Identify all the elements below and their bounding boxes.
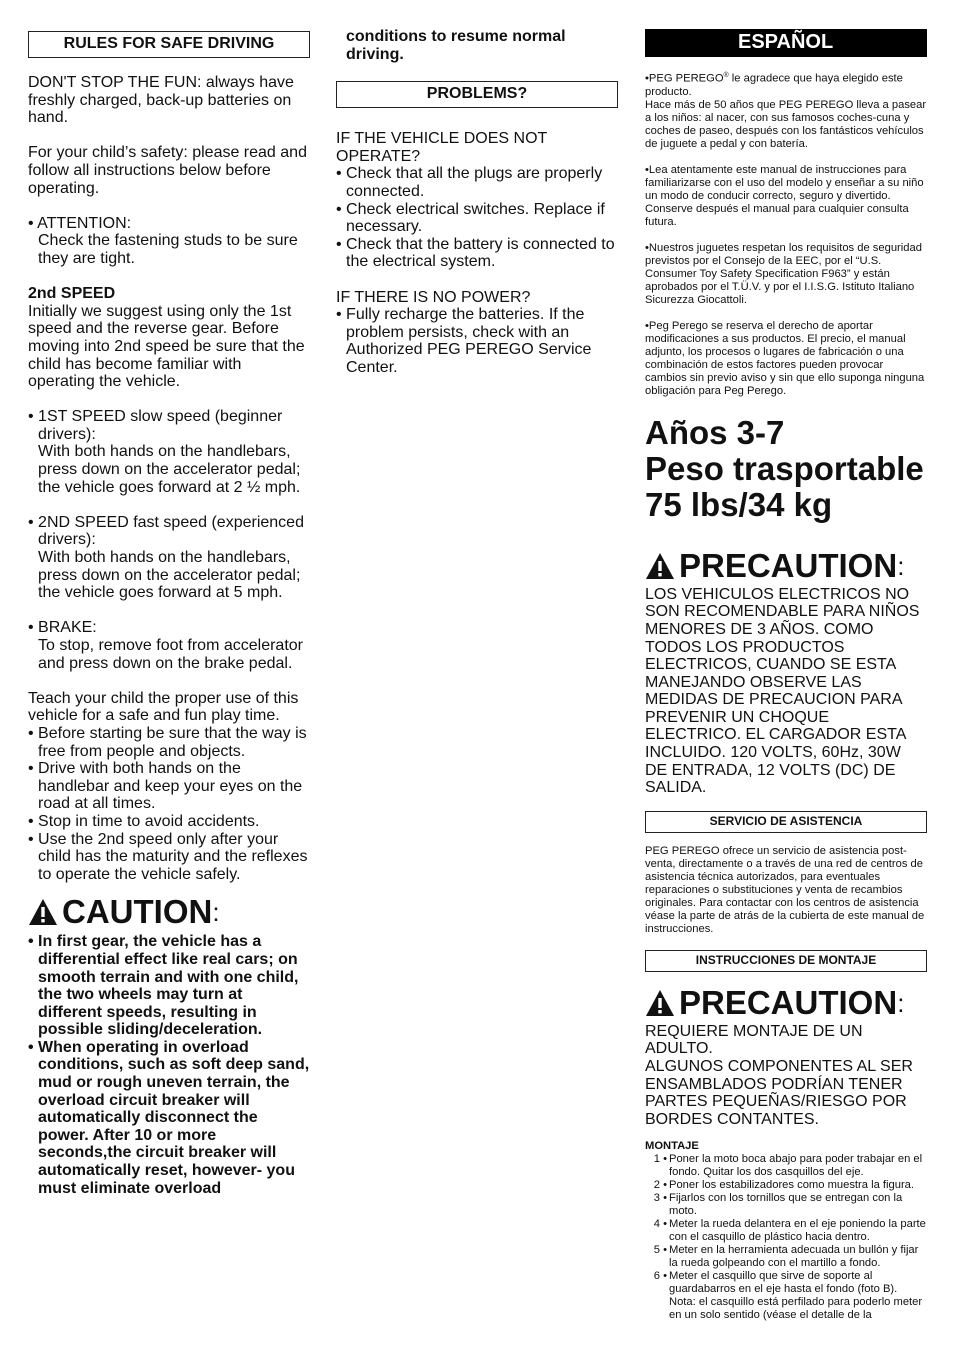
intro-rights: •Peg Perego se reserva el derecho de aportar modificaciones a sus productos. El precio, el manual adjunto, los procesos o lugares de fabricación o una combinación de estos factores pueden provocar cambios sin previo aviso y sin que ello suponga ninguna obligación para Peg Perego. (645, 319, 925, 397)
list-item (645, 1153, 927, 1179)
brand-text: •PEG PEREGO (645, 72, 724, 85)
not-operate-heading: IF THE VEHICLE DOES NOT OPERATE? (336, 130, 548, 165)
step-text: Fijarlos con los tornillos que se entregan con la moto. (669, 1192, 903, 1218)
second-speed-detail: With both hands on the handlebars, press down on the accelerator pedal; the vehicle goes forward at 5 mph. (38, 549, 301, 602)
step-number: 4 • (653, 1218, 667, 1231)
attention-label: • ATTENTION: (28, 214, 132, 232)
weight-label: Peso trasportable (645, 449, 924, 487)
precaution-heading-1 (645, 546, 927, 584)
second-speed-text: Initially we suggest using only the 1st speed and the reverse gear. Before moving into 2nd speed be sure that the child has become familiar with operating the vehicle. (28, 302, 305, 391)
warning-triangle-icon (645, 989, 675, 1017)
precaution-colon: : (897, 987, 905, 1018)
caution-heading (28, 895, 310, 929)
intro-read-manual: •Lea atentamente este manual de instrucciones para familiarizarse con el uso del modelo y enseñar a su niño un modo de conducir correcto, seguro y divertido. Conserve después el manual para cualquier consulta futura. (645, 163, 924, 228)
intro-safety-standards: •Nuestros juguetes respetan los requisitos de seguridad previstos por el Consejo de la EEC, por el “U.S. Consumer Toy Safety Specification F963” y están aprobados por el T.Ü.V. y por el I.I.S.G. Istituto Italiano Sicurezza Giocattoli. (645, 241, 922, 306)
spanish-intro (645, 69, 927, 398)
montaje-label: MONTAJE (645, 1140, 699, 1153)
column-spanish (645, 0, 927, 1322)
column-english-rules (28, 0, 310, 1197)
list-item: • Check that the battery is connected to the electrical system. (336, 235, 615, 271)
list-item (645, 1244, 927, 1270)
list-item: • Use the 2nd speed only after your child has the maturity and the reflexes to operate the vehicle safely. (28, 830, 308, 883)
list-item: • Drive with both hands on the handlebar and keep your eyes on the road at all times. (28, 760, 303, 813)
brake-text: To stop, remove foot from accelerator and press down on the brake pedal. (38, 637, 303, 672)
servicio-heading: SERVICIO DE ASISTENCIA (645, 811, 927, 833)
step-text: Poner la moto boca abajo para poder trabajar en el fondo. Quitar los dos casquillos del eje. (669, 1153, 923, 1179)
list-item (645, 1218, 927, 1244)
list-item: • Before starting be sure that the way is free from people and objects. (28, 724, 307, 760)
list-item: • Stop in time to avoid accidents. (28, 812, 260, 830)
age-weight-block (645, 415, 927, 523)
caution-title: CAUTION (62, 893, 213, 931)
servicio-text: PEG PEREGO ofrece un servicio de asistencia post-venta, directamente o a través de una red de centros de asistencia técnica autorizados, para eventuales reparaciones o substituciones y venta de recambios originales. Para contactar con los centros de asistencia véase la parte de atrás de la cubierta de este manual de instrucciones. (645, 844, 925, 935)
list-item (645, 1270, 927, 1322)
attention-text: Check the fastening studs to be sure they are tight. (38, 232, 298, 267)
registered-mark: ® (723, 72, 729, 79)
precaution-1-text: LOS VEHICULOS ELECTRICOS NO SON RECOMENDABLE PARA NIÑOS MENORES DE 3 AÑOS. COMO TODOS LOS PRODUCTOS ELECTRICOS, CUANDO SE ESTA MANEJANDO OBSERVE LAS MEDIDAS DE PRECAUCION PARA PREVENIR UN CHOQUE ELECTRICO. EL CARGADOR ESTA INCLUIDO. 120 VOLTS, 60Hz, 30W DE ENTRADA, 12 VOLTS (DC) DE SALIDA. (645, 585, 920, 797)
precaution-title: PRECAUTION (679, 546, 898, 584)
rules-body (28, 74, 310, 883)
column-english-problems (336, 0, 618, 377)
intro-thanks-text: le agradece que haya elegido este producto. (645, 72, 903, 98)
intro-thanks (645, 69, 927, 99)
continued-text: conditions to resume normal driving. (346, 28, 566, 63)
step-number: 6 • (653, 1270, 667, 1283)
step-text: Meter la rueda delantera en el eje poniendo la parte con el casquillo de plástico hacia dentro. (669, 1218, 926, 1244)
second-speed-heading: 2nd SPEED (28, 285, 116, 303)
rules-heading: RULES FOR SAFE DRIVING (28, 31, 310, 58)
second-speed-label: • 2ND SPEED fast speed (experienced drivers): (28, 513, 304, 549)
espanol-heading: ESPAÑOL (645, 29, 927, 57)
warning-triangle-icon (645, 552, 675, 580)
dont-stop-paragraph: DON'T STOP THE FUN: always have freshly charged, back-up batteries on hand. (28, 74, 294, 127)
precaution-heading-2 (645, 983, 927, 1021)
step-text: Meter en la herramienta adecuada un bullón y fijar la rueda golpeando con el martillo a fondo. (669, 1244, 919, 1270)
list-item: • In first gear, the vehicle has a differential effect like real cars; on smooth terrain and with one child, the two wheels may turn at different speeds, resulting in possible sliding/deceleration. (28, 933, 299, 1039)
list-item (645, 1179, 927, 1192)
list-item: • Check that all the plugs are properly connected. (336, 165, 603, 200)
list-item: • Fully recharge the batteries. If the problem persists, check with an Authorized PEG PEREGO Service Center. (336, 306, 592, 376)
teach-paragraph: Teach your child the proper use of this vehicle for a safe and fun play time. (28, 689, 299, 725)
step-number: 5 • (653, 1244, 667, 1257)
no-power-heading: IF THERE IS NO POWER? (336, 288, 531, 306)
precaution-colon: : (897, 550, 905, 581)
first-speed-text: With both hands on the handlebars, press down on the accelerator pedal; the vehicle goes forward at 2 ½ mph. (38, 443, 301, 496)
caution-list (28, 933, 310, 1197)
brake-label: • BRAKE: (28, 619, 97, 637)
step-text: Meter el casquillo que sirve de soporte al guardabarros en el eje hasta el fondo (foto B). Nota: el casquillo está perfilado para poderlo meter en un solo sentido (véase el detalle de la (669, 1270, 923, 1322)
warning-triangle-icon (28, 898, 58, 926)
step-text: Poner los estabilizadores como muestra la figura. (669, 1179, 914, 1192)
problems-body (336, 130, 618, 376)
intro-history: Hace más de 50 años que PEG PEREGO lleva a pasear a los niños: al nacer, con sus famosos coches-cuna y coches de paseo, después con los fantásticos vehículos de juguete a pedal y con batería. (645, 98, 927, 150)
safety-read-paragraph: For your child’s safety: please read and follow all instructions below before operating. (28, 144, 307, 197)
precaution-2-text: REQUIERE MONTAJE DE UN ADULTO. ALGUNOS COMPONENTES AL SER ENSAMBLADOS PODRÍAN TENER PARTES PEQUEÑAS/RIESGO POR BORDES CONTANTES. (645, 1022, 913, 1128)
weight-value: 75 lbs/34 kg (645, 485, 833, 523)
first-speed-label: • 1ST SPEED slow speed (beginner drivers): (28, 408, 283, 443)
list-item: • Check electrical switches. Replace if necessary. (336, 200, 605, 236)
montaje-steps (645, 1153, 927, 1322)
problems-heading: PROBLEMS? (336, 81, 618, 108)
age-range: Años 3-7 (645, 413, 785, 451)
step-number: 1 • (653, 1153, 667, 1166)
step-number: 3 • (653, 1192, 667, 1205)
list-item (645, 1192, 927, 1218)
montaje-heading: INSTRUCCIONES DE MONTAJE (645, 950, 927, 972)
list-item: • When operating in overload conditions, such as soft deep sand, mud or rough uneven terrain, the overload circuit breaker will automatically disconnect the power. After 10 or more seconds,the circuit breaker will automatically reset, however- you must eliminate overload (28, 1038, 310, 1197)
step-number: 2 • (653, 1179, 667, 1192)
caution-colon: : (212, 897, 220, 928)
precaution-title: PRECAUTION (679, 983, 898, 1021)
